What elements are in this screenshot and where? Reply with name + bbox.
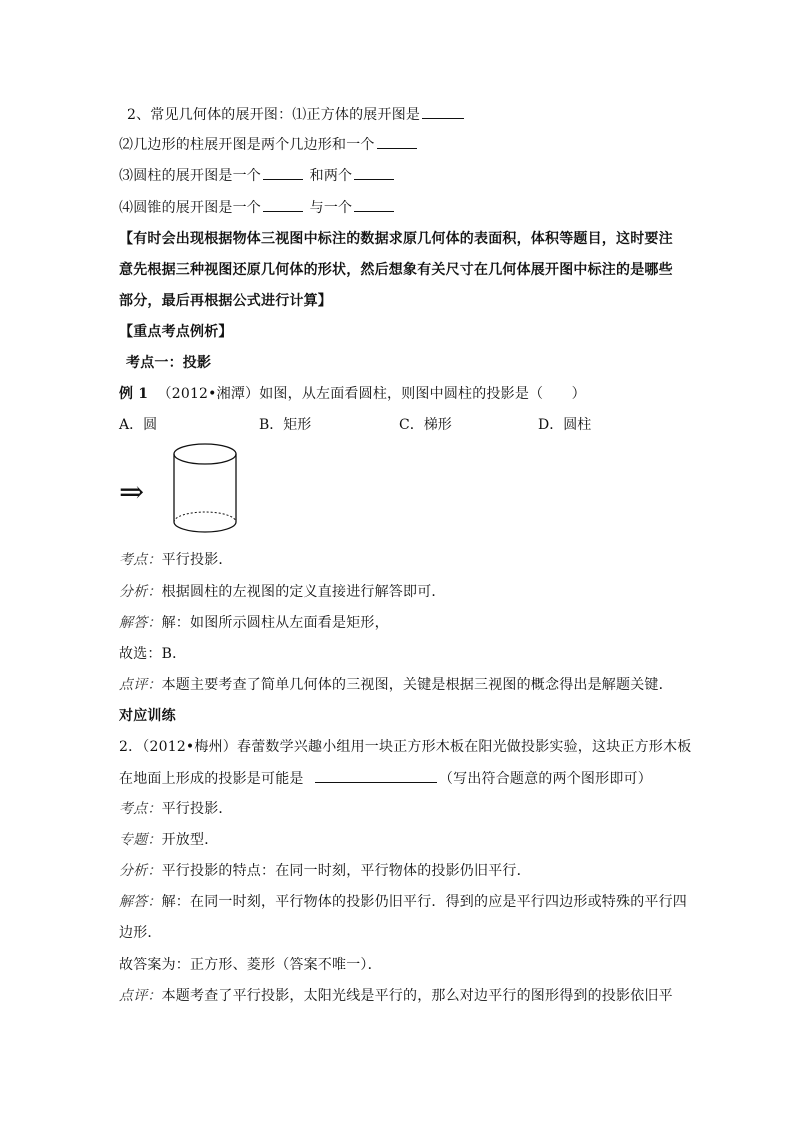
fenxi-text: 平行投影的特点：在同一时刻，平行物体的投影仍旧平行． bbox=[161, 863, 531, 879]
option-c: C．梯形 bbox=[399, 417, 452, 433]
fenxi-label: 分析： bbox=[119, 584, 162, 600]
unfold-q4-text-b: 与一个 bbox=[309, 200, 353, 216]
practice-answer: 故答案为：正方形、菱形（答案不唯一）． bbox=[119, 957, 382, 973]
example-1-question bbox=[119, 384, 586, 404]
unfold-line-2 bbox=[119, 134, 419, 155]
option-d: D．圆柱 bbox=[538, 417, 592, 433]
dianping-label: 点评： bbox=[119, 988, 162, 1004]
example-question-text: （2012•湘潭）如图，从左面看圆柱，则图中圆柱的投影是（ ） bbox=[157, 386, 586, 402]
practice-heading: 对应训练 bbox=[119, 708, 176, 724]
jieda-label: 解答： bbox=[119, 894, 162, 910]
practice-question-text-b: （写出符合题意的两个图形即可） bbox=[438, 771, 652, 787]
kaodian-label: 考点： bbox=[119, 552, 162, 568]
unfold-q1-text: 2、常见几何体的展开图：⑴正方体的展开图是 bbox=[127, 107, 421, 123]
answer-blank bbox=[354, 165, 394, 180]
jieda-text: 解：如图所示圆柱从左面看是矩形， bbox=[161, 615, 389, 631]
option-b: B．矩形 bbox=[259, 417, 312, 433]
practice-jieda-line-1 bbox=[119, 892, 687, 912]
unfold-line-4 bbox=[119, 197, 396, 218]
practice-fenxi bbox=[119, 861, 531, 881]
answer-blank bbox=[422, 104, 464, 119]
example-kaodian bbox=[119, 550, 233, 570]
dianping-text: 本题主要考查了简单几何体的三视图，关键是根据三视图的概念得出是解题关键． bbox=[161, 677, 673, 693]
practice-question-line-2 bbox=[119, 768, 652, 789]
practice-zhuanti bbox=[119, 830, 218, 850]
example-jieda bbox=[119, 613, 389, 633]
practice-kaodian bbox=[119, 799, 233, 819]
answer-blank bbox=[315, 768, 437, 783]
unfold-line-3 bbox=[119, 165, 396, 186]
fenxi-label: 分析： bbox=[119, 863, 162, 879]
practice-jieda-line-2: 边形． bbox=[119, 925, 162, 941]
answer-blank bbox=[377, 134, 417, 149]
unfold-line-1 bbox=[127, 104, 466, 125]
kaodian-heading: 考点一：投影 bbox=[126, 355, 212, 371]
option-a: A．圆 bbox=[119, 417, 158, 433]
answer-blank bbox=[263, 197, 303, 212]
jieda-text: 解：在同一时刻，平行物体的投影仍旧平行．得到的应是平行四边形或特殊的平行四 bbox=[161, 894, 688, 910]
zhuanti-label: 专题： bbox=[119, 832, 162, 848]
unfold-q2-text: ⑵几边形的柱展开图是两个几边形和一个 bbox=[119, 137, 375, 153]
kaodian-text: 平行投影． bbox=[161, 552, 233, 568]
note-line-3: 部分，最后再根据公式进行计算】 bbox=[119, 293, 332, 309]
example-answer: 故选：B． bbox=[119, 646, 187, 662]
jieda-label: 解答： bbox=[119, 615, 162, 631]
zhuanti-text: 开放型． bbox=[161, 832, 219, 848]
practice-question-line-1: 2．（2012•梅州）春蕾数学兴趣小组用一块正方形木板在阳光做投影实验，这块正方形木板 bbox=[119, 739, 692, 755]
section-heading: 【重点考点例析】 bbox=[119, 324, 233, 340]
example-label: 例 1 bbox=[119, 386, 149, 402]
dianping-text: 本题考查了平行投影，太阳光线是平行的，那么对边平行的图形得到的投影依旧平 bbox=[161, 988, 673, 1004]
note-line-2: 意先根据三种视图还原几何体的形状，然后想象有关尺寸在几何体展开图中标注的是哪些 bbox=[119, 262, 673, 278]
view-direction-arrow: ⇒ bbox=[119, 475, 145, 510]
unfold-q3-text-a: ⑶圆柱的展开图是一个 bbox=[119, 168, 261, 184]
answer-blank bbox=[263, 165, 303, 180]
example-dianping bbox=[119, 675, 673, 695]
fenxi-text: 根据圆柱的左视图的定义直接进行解答即可． bbox=[161, 584, 446, 600]
note-line-1: 【有时会出现根据物体三视图中标注的数据求原几何体的表面积，体积等题目，这时要注 bbox=[119, 231, 673, 247]
practice-question-text-a: 在地面上形成的投影是可能是 bbox=[119, 771, 304, 787]
kaodian-text: 平行投影． bbox=[161, 801, 233, 817]
practice-dianping bbox=[119, 986, 673, 1006]
answer-blank bbox=[354, 197, 394, 212]
dianping-label: 点评： bbox=[119, 677, 162, 693]
kaodian-label: 考点： bbox=[119, 801, 162, 817]
unfold-q4-text-a: ⑷圆锥的展开图是一个 bbox=[119, 200, 261, 216]
unfold-q3-text-b: 和两个 bbox=[309, 168, 353, 184]
example-fenxi bbox=[119, 582, 446, 602]
cylinder-figure bbox=[168, 440, 244, 540]
